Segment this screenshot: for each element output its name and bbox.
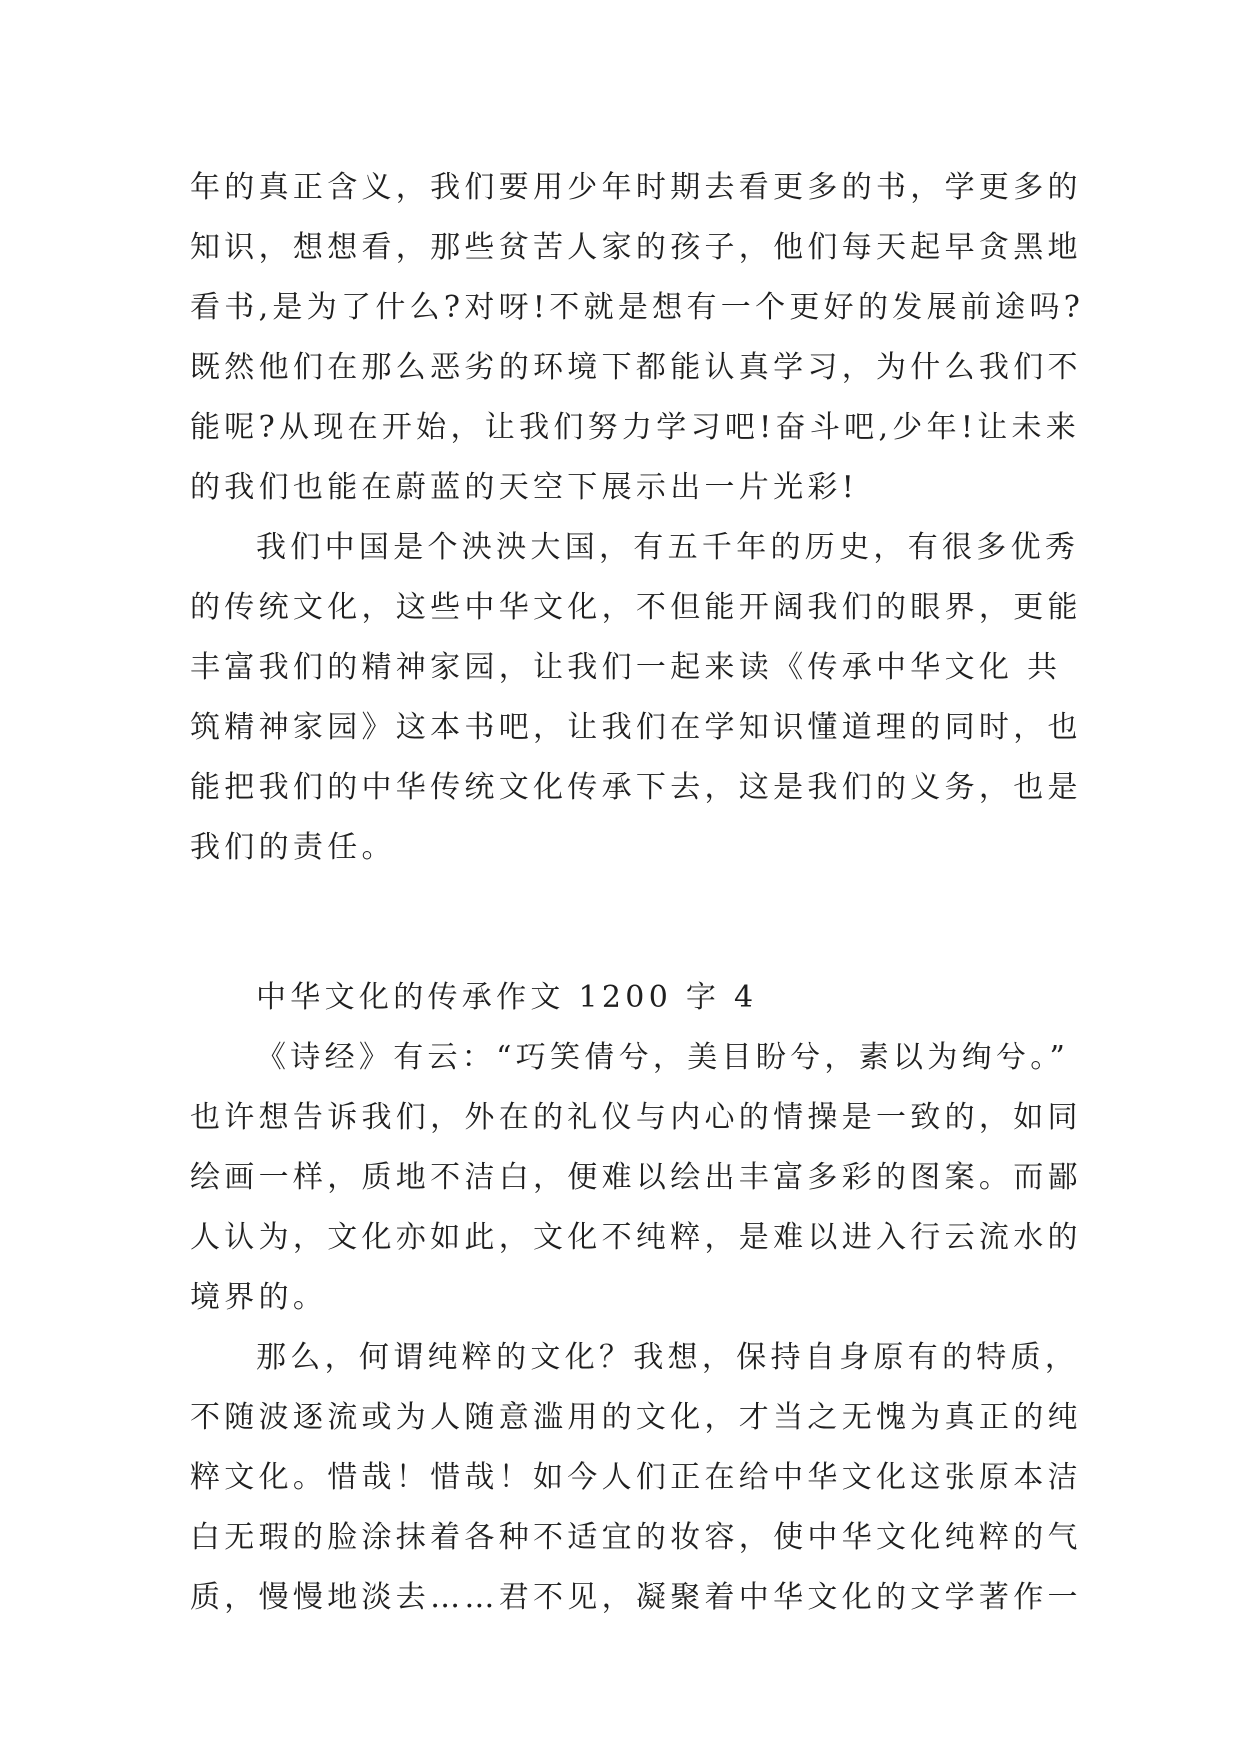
paragraph-1: [190, 158, 1085, 518]
text-line: 我们中国是个泱泱大国，有五千年的历史，有很多优秀: [256, 530, 1080, 565]
text-line: 既然他们在那么恶劣的环境下都能认真学习，为什么我们不: [190, 350, 1082, 385]
text-line: 质，慢慢地淡去……君不见，凝聚着中华文化的文学著作一: [190, 1580, 1082, 1615]
text-line: 丰富我们的精神家园，让我们一起来读《传承中华文化 共: [190, 650, 1062, 685]
paragraph-2: [190, 518, 1082, 878]
text-line: 我们的责任。: [190, 830, 396, 865]
text-line: 能呢?从现在开始，让我们努力学习吧!奋斗吧,少年!让未来: [190, 410, 1081, 445]
text-line: 境界的。: [190, 1280, 328, 1315]
document-page: [190, 158, 1085, 1628]
section-title: 中华文化的传承作文 1200 字 4: [256, 980, 758, 1015]
paragraph-3: [190, 1028, 1082, 1328]
text-line: 白无瑕的脸涂抹着各种不适宜的妆容，使中华文化纯粹的气: [190, 1520, 1082, 1555]
text-line: 知识，想想看，那些贫苦人家的孩子，他们每天起早贪黑地: [190, 230, 1082, 265]
text-line: 也许想告诉我们，外在的礼仪与内心的情操是一致的，如同: [190, 1100, 1082, 1135]
text-line: 的我们也能在蔚蓝的天空下展示出一片光彩!: [190, 470, 859, 505]
text-line: 筑精神家园》这本书吧，让我们在学知识懂道理的同时，也: [190, 710, 1082, 745]
section-gap: [190, 878, 1055, 968]
text-line: 人认为，文化亦如此，文化不纯粹，是难以进入行云流水的: [190, 1220, 1082, 1255]
text-line: 那么，何谓纯粹的文化？我想，保持自身原有的特质，: [256, 1340, 1080, 1375]
text-line: 能把我们的中华传统文化传承下去，这是我们的义务，也是: [190, 770, 1082, 805]
text-line: 看书,是为了什么?对呀!不就是想有一个更好的发展前途吗?: [190, 290, 1085, 325]
text-line: 的传统文化，这些中华文化，不但能开阔我们的眼界，更能: [190, 590, 1082, 625]
text-line: 不随波逐流或为人随意滥用的文化，才当之无愧为真正的纯: [190, 1400, 1082, 1435]
text-line: 年的真正含义，我们要用少年时期去看更多的书，学更多的: [190, 170, 1082, 205]
paragraph-4: [190, 1328, 1082, 1628]
text-line: 《诗经》有云：“巧笑倩兮，美目盼兮，素以为绚兮。”: [256, 1040, 1070, 1075]
text-line: 绘画一样，质地不洁白，便难以绘出丰富多彩的图案。而鄙: [190, 1160, 1082, 1195]
text-line: 粹文化。惜哉！惜哉！如今人们正在给中华文化这张原本洁: [190, 1460, 1082, 1495]
